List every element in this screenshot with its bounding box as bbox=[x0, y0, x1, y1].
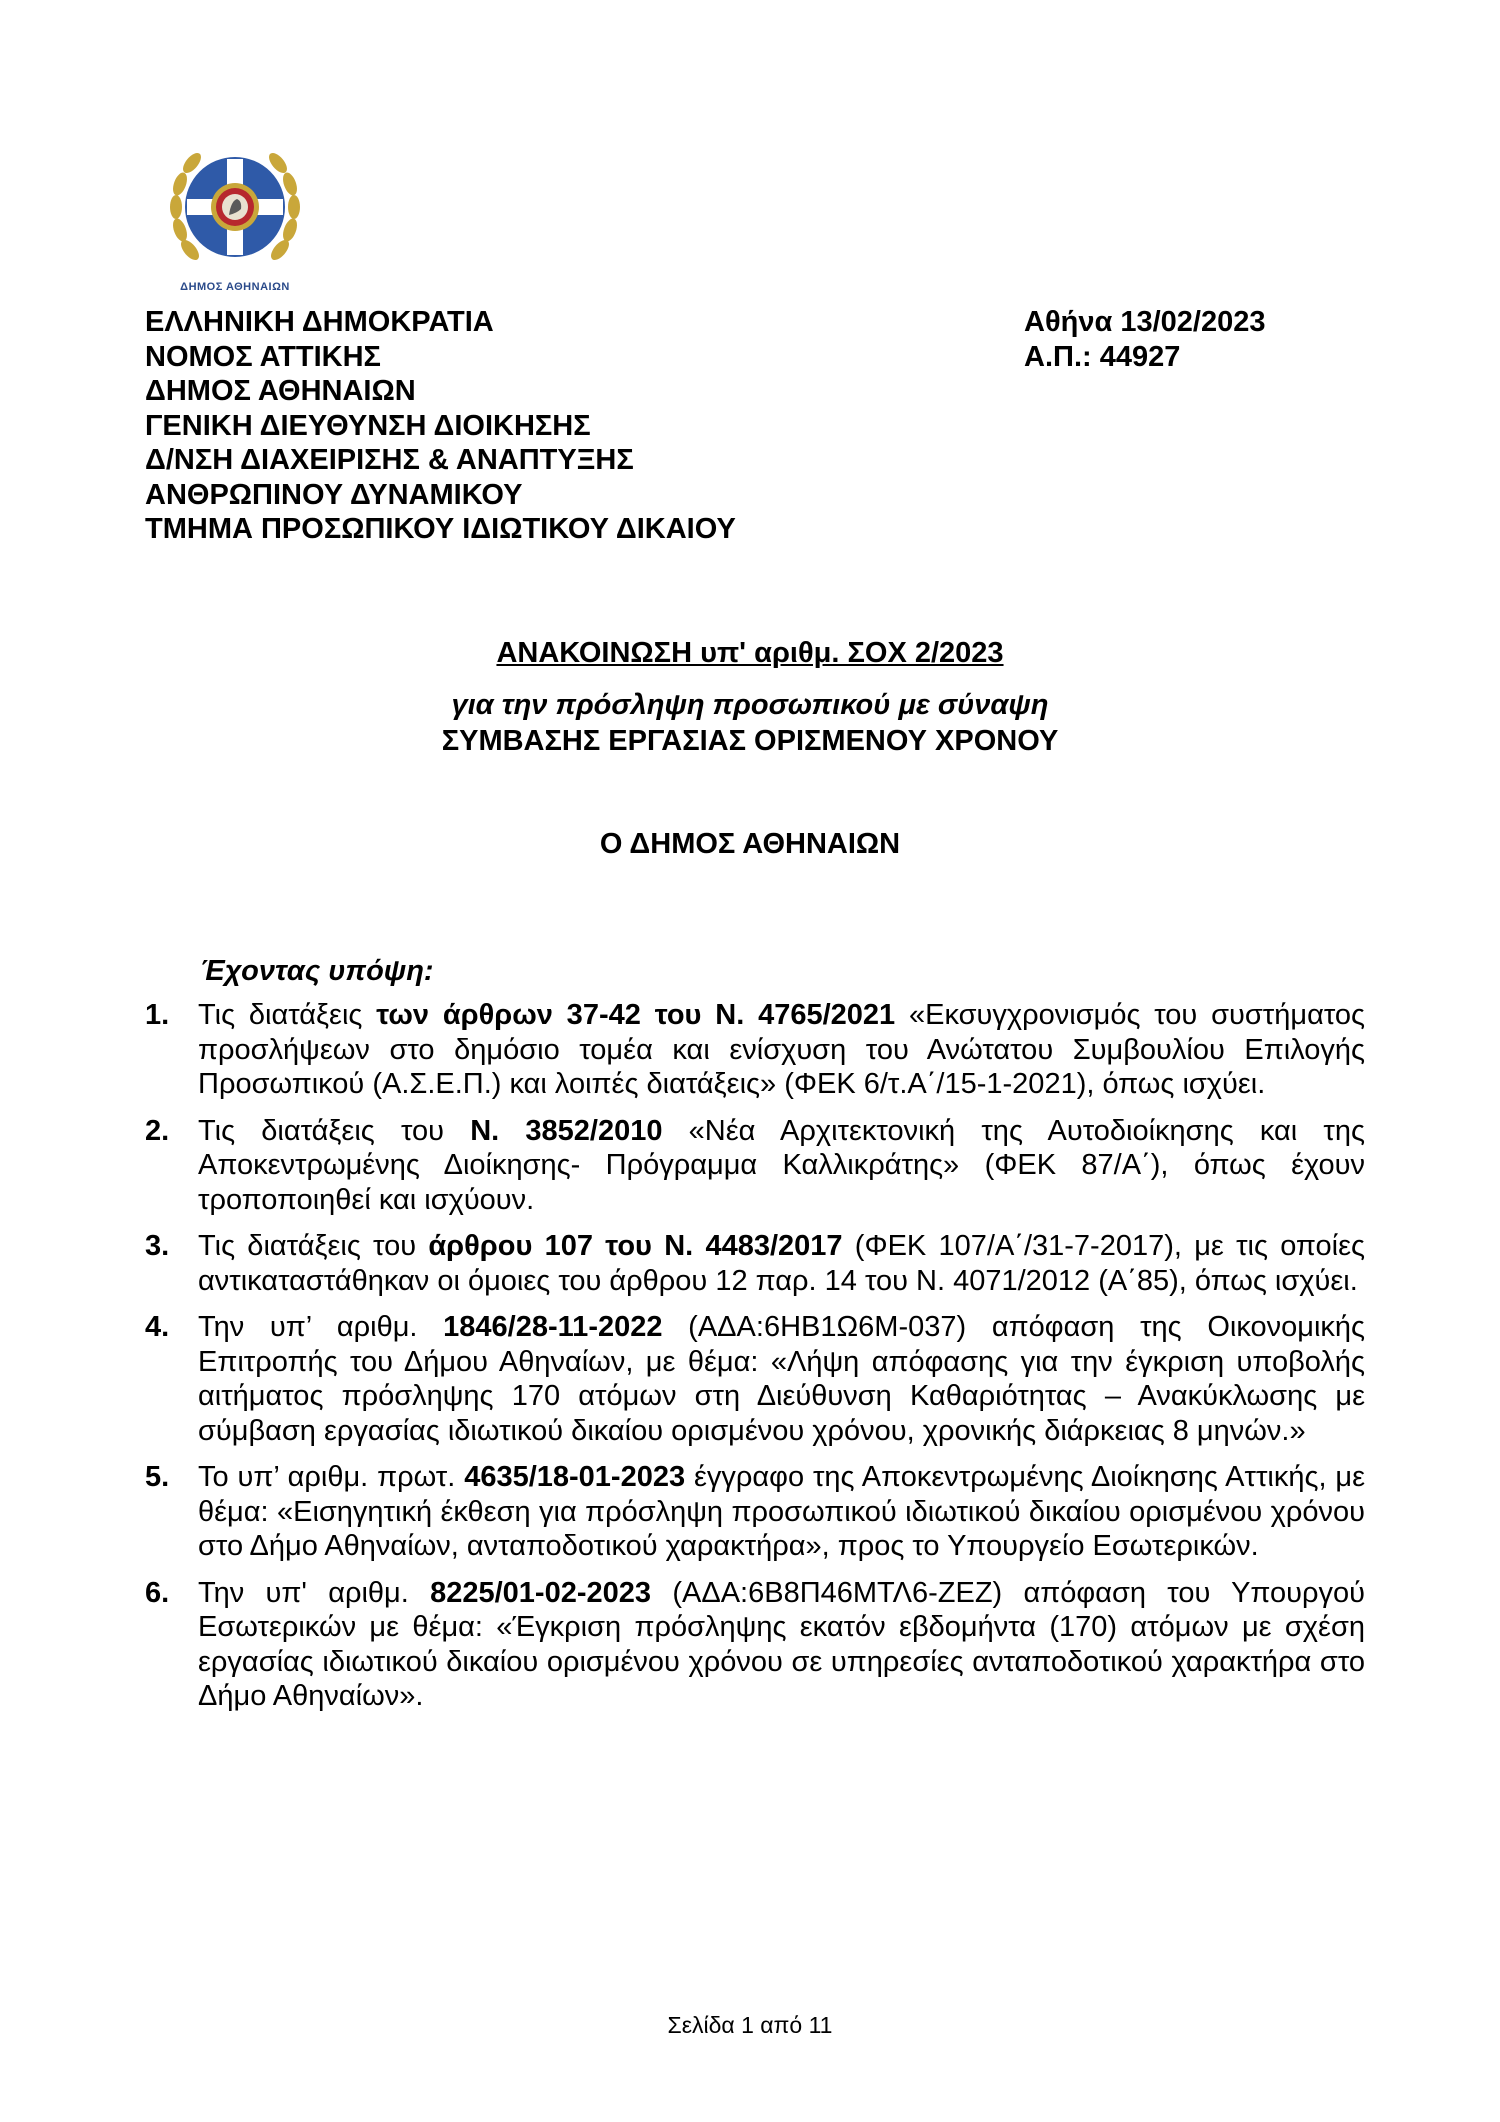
announcement-title: ΑΝΑΚΟΙΝΩΣΗ υπ' αριθμ. ΣΟΧ 2/2023 bbox=[496, 637, 1004, 669]
list-item: 1. Τις διατάξεις των άρθρων 37-42 του Ν. 4765/2021 «Εκσυγχρονισμός του συστήματος προσλήψεων στο δημόσιο τομέα και ενίσχυση του Ανώτατου Συμβουλίου Επιλογής Προσωπικού (Α.Σ.Ε.Π.) και λοιπές διατάξεις» (ΦΕΚ 6/τ.Α΄/15-1-2021), όπως ισχύει. bbox=[145, 999, 1365, 1100]
announcement-subtitle: για την πρόσληψη προσωπικού με σύναψη bbox=[451, 689, 1049, 721]
considerations-list bbox=[145, 998, 1365, 1726]
org-line-country: ΕΛΛΗΝΙΚΗ ΔΗΜΟΚΡΑΤΙΑ bbox=[145, 306, 494, 338]
org-line-prefecture: ΝΟΜΟΣ ΑΤΤΙΚΗΣ bbox=[145, 340, 381, 373]
legal-reference: 8225/01-02-2023 bbox=[430, 1576, 652, 1609]
municipality-logo bbox=[160, 135, 310, 300]
org-line-division: Δ/ΝΣΗ ΔΙΑΧΕΙΡΙΣΗΣ & ΑΝΑΠΤΥΞΗΣ bbox=[145, 444, 634, 476]
list-item: 3. Τις διατάξεις του άρθρου 107 του Ν. 4483/2017 (ΦΕΚ 107/Α΄/31-7-2017), με τις οποίες αντικαταστάθηκαν οι όμοιες του άρθρου 12 παρ. 14 του Ν. 4071/2012 (Α΄85), όπως ισχύει. bbox=[145, 1230, 1365, 1297]
org-line-directorate: ΓΕΝΙΚΗ ΔΙΕΥΘΥΝΣΗ ΔΙΟΙΚΗΣΗΣ bbox=[145, 409, 591, 442]
legal-reference: Ν. 3852/2010 bbox=[470, 1114, 663, 1147]
legal-reference: 1846/28-11-2022 bbox=[443, 1311, 663, 1343]
org-line-department: ΤΜΗΜΑ ΠΡΟΣΩΠΙΚΟΥ ΙΔΙΩΤΙΚΟΥ ΔΙΚΑΙΟΥ bbox=[145, 513, 736, 545]
item-number: 4. bbox=[145, 1311, 170, 1343]
considering-heading: Έχοντας υπόψη: bbox=[200, 955, 434, 987]
athens-emblem-icon bbox=[160, 135, 310, 280]
legal-reference: των άρθρων 37-42 του Ν. 4765/2021 bbox=[376, 999, 896, 1031]
document-date: Αθήνα 13/02/2023 bbox=[1024, 306, 1266, 338]
item-number: 5. bbox=[145, 1461, 170, 1493]
legal-reference: 4635/18-01-2023 bbox=[464, 1461, 686, 1493]
org-line-municipality: ΔΗΜΟΣ ΑΘΗΝΑΙΩΝ bbox=[145, 375, 416, 407]
item-number: 3. bbox=[145, 1230, 170, 1262]
protocol-number: Α.Π.: 44927 bbox=[1024, 340, 1181, 373]
list-item: 6. Την υπ' αριθμ. 8225/01-02-2023 (ΑΔΑ:6Β8Π46ΜΤΛ6-ΖΕΖ) απόφαση του Υπουργού Εσωτερικών με θέμα: «Έγκριση πρόσληψης εκατόν εβδομήντα (170) ατόμων με σχέση εργασίας ιδιωτικού δικαίου ορισμένου χρόνου σε υπηρεσίες ανταποδοτικού χαρακτήρα στο Δήμο Αθηναίων». bbox=[145, 1576, 1365, 1712]
list-item: 4. Την υπ’ αριθμ. 1846/28-11-2022 (ΑΔΑ:6ΗΒ1Ω6Μ-037) απόφαση της Οικονομικής Επιτροπής του Δήμου Αθηναίων, με θέμα: «Λήψη απόφασης για την έγκριση υποβολής αιτήματος πρόσληψης 170 ατόμων στη Διεύθυνση Καθαριότητας – Ανακύκλωσης με σύμβαση εργασίας ιδιωτικού δικαίου ορισμένου χρόνου, χρονικής διάρκειας 8 μηνών.» bbox=[145, 1311, 1365, 1447]
legal-reference: άρθρου 107 του Ν. 4483/2017 bbox=[428, 1230, 843, 1262]
date-protocol-block bbox=[1024, 305, 1266, 374]
item-number: 1. bbox=[145, 999, 170, 1031]
org-line-division-cont: ΑΝΘΡΩΠΙΝΟΥ ΔΥΝΑΜΙΚΟΥ bbox=[145, 478, 523, 511]
item-number: 6. bbox=[145, 1576, 170, 1609]
logo-caption: ΔΗΜΟΣ ΑΘΗΝΑΙΩΝ bbox=[180, 281, 290, 293]
item-number: 2. bbox=[145, 1114, 170, 1147]
list-item: 2. Τις διατάξεις του Ν. 3852/2010 «Νέα Αρχιτεκτονική της Αυτοδιοίκησης και της Αποκεντρωμένης Διοίκησης- Πρόγραμμα Καλλικράτης» (ΦΕΚ 87/Α΄), όπως έχουν τροποποιηθεί και ισχύουν. bbox=[145, 1114, 1365, 1216]
municipality-heading: Ο ΔΗΜΟΣ ΑΘΗΝΑΙΩΝ bbox=[599, 828, 901, 860]
list-item: 5. Το υπ’ αριθμ. πρωτ. 4635/18-01-2023 έγγραφο της Αποκεντρωμένης Διοίκησης Αττικής, με θέμα: «Εισηγητική έκθεση για πρόσληψη προσωπικού ιδιωτικού δικαίου ορισμένου χρόνου στο Δήμο Αθηναίων, ανταποδοτικού χαρακτήρα», προς το Υπουργείο Εσωτερικών. bbox=[145, 1461, 1365, 1562]
issuing-authority bbox=[145, 305, 736, 547]
page-number: Σελίδα 1 από 11 bbox=[667, 2012, 833, 2038]
contract-type-heading: ΣΥΜΒΑΣΗΣ ΕΡΓΑΣΙΑΣ ΟΡΙΣΜΕΝΟΥ ΧΡΟΝΟΥ bbox=[441, 725, 1059, 757]
